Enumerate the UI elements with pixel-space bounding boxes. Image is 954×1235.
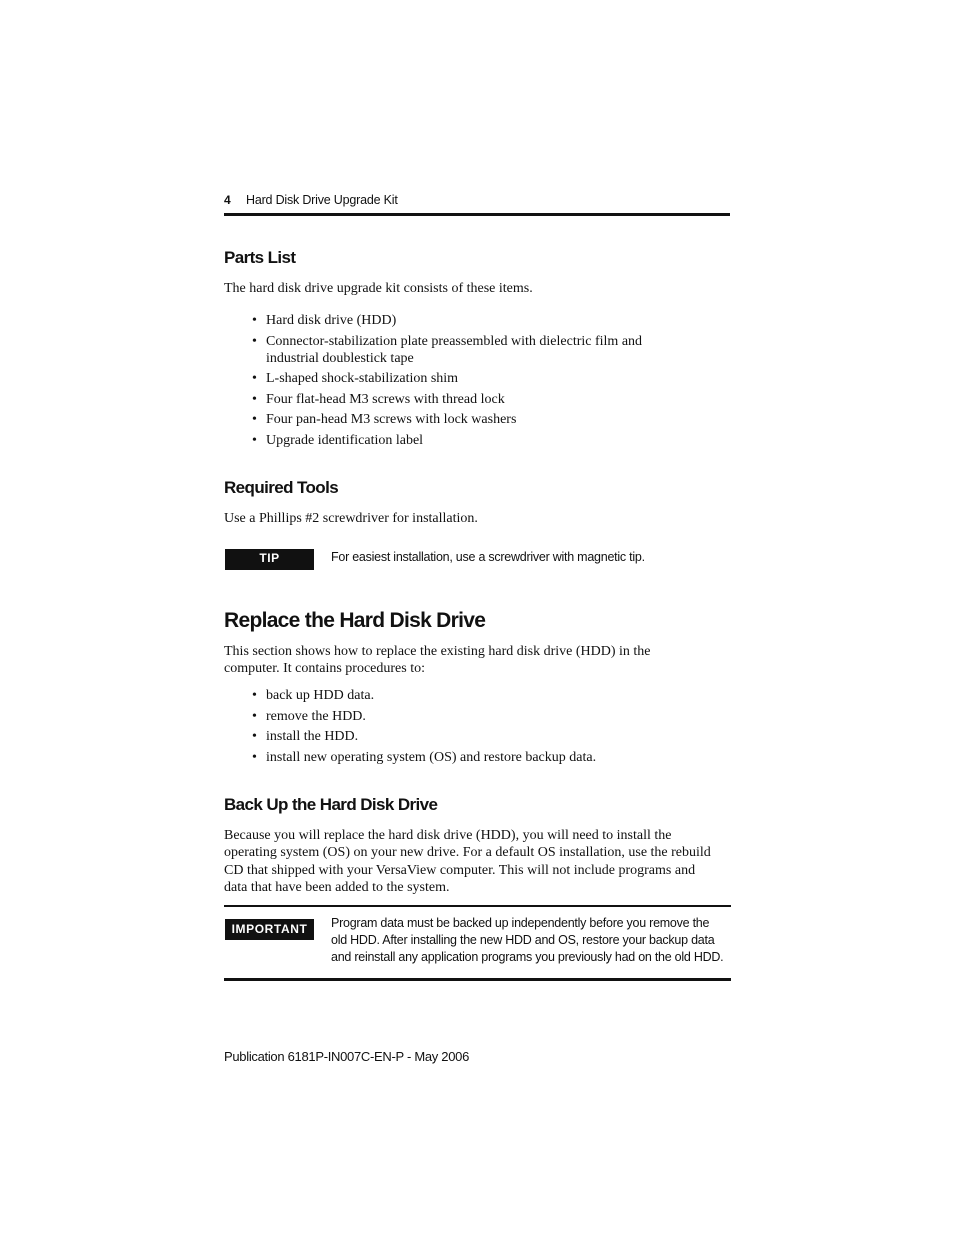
parts-list-intro: The hard disk drive upgrade kit consists of these items. — [224, 281, 533, 296]
list-item: • Four pan-head M3 screws with lock washers — [252, 412, 517, 427]
list-item: • L-shaped shock-stabilization shim — [252, 371, 459, 386]
list-item: • back up HDD data. — [252, 688, 375, 703]
parts-list-heading: Parts List — [224, 248, 296, 267]
list-item: • Connector-stabilization plate preassembled with dielectric film and industrial doublestick tape — [252, 333, 643, 366]
tip-text: For easiest installation, use a screwdriver with magnetic tip. — [331, 550, 645, 564]
list-item: • install new operating system (OS) and restore backup data. — [252, 749, 597, 765]
running-header — [224, 192, 730, 216]
list-item: • install the HDD. — [252, 729, 359, 744]
page-number: 4 — [224, 193, 231, 207]
parts-list — [250, 312, 690, 449]
replace-hdd-heading: Replace the Hard Disk Drive — [224, 609, 486, 632]
backup-hdd-text: Because you will replace the hard disk drive (HDD), you will need to install the operating system (OS) on your new drive. For a default OS installation, use the rebuild CD that shipped with your VersaView computer. This will not include programs and data that have been added to the system. — [224, 828, 711, 896]
required-tools-text: Use a Phillips #2 screwdriver for installation. — [224, 511, 478, 526]
replace-hdd-intro: This section shows how to replace the existing hard disk drive (HDD) in the computer. It contains procedures to: — [224, 644, 651, 677]
tip-badge: TIP — [225, 549, 314, 570]
list-item: • remove the HDD. — [252, 708, 366, 724]
important-text: Program data must be backed up independently before you remove the old HDD. After installing the new HDD and OS, restore your backup data and reinstall any application programs you previously had on the old HDD. — [331, 916, 724, 964]
backup-hdd-heading: Back Up the Hard Disk Drive — [224, 795, 438, 814]
required-tools-heading: Required Tools — [224, 478, 339, 497]
header-rule — [224, 213, 730, 216]
procedure-list — [250, 687, 690, 766]
list-item: • Hard disk drive (HDD) — [252, 313, 397, 328]
publication-footer: Publication 6181P-IN007C-EN-P - May 2006 — [224, 1049, 470, 1064]
important-bottom-rule — [224, 978, 731, 981]
important-badge: IMPORTANT — [225, 919, 314, 940]
important-top-rule — [224, 905, 731, 907]
list-item: • Upgrade identification label — [252, 432, 424, 448]
list-item: • Four flat-head M3 screws with thread lock — [252, 391, 505, 407]
header-title: Hard Disk Drive Upgrade Kit — [246, 193, 398, 207]
